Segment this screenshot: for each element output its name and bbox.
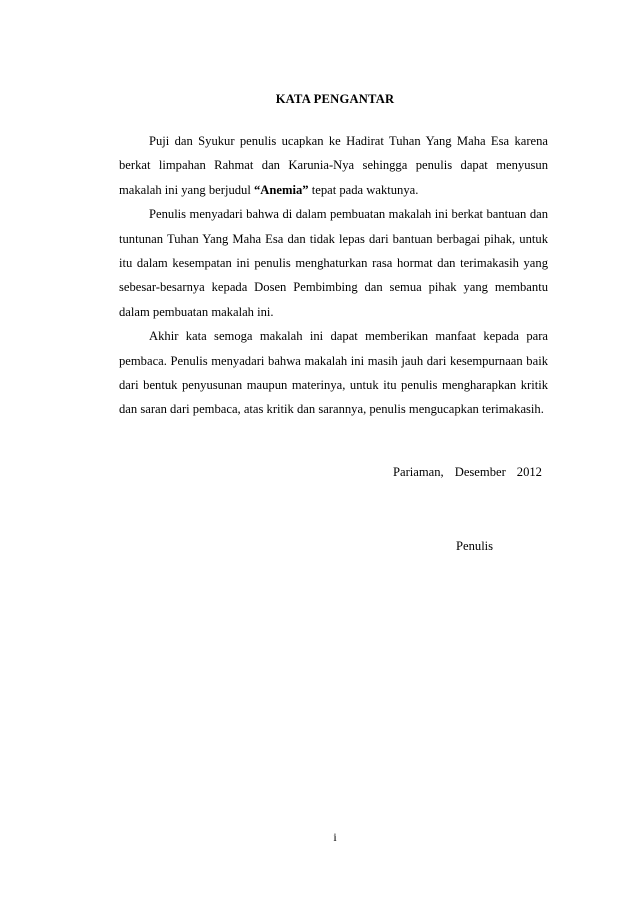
title-emphasis: “Anemia” [254, 182, 309, 197]
body-text [119, 129, 548, 422]
closing-month: Desember [454, 465, 506, 479]
paragraph-2: Penulis menyadari bahwa di dalam pembuatan makalah ini berkat bantuan dan tuntunan Tuhan Yang Maha Esa dan tidak lepas dari bantuan berbagai pihak, untuk itu dalam kesempatan ini penulis menghaturkan rasa hormat dan terimakasih yang sebesar-besarnya kepada Dosen Pembimbing dan semua pihak yang membantu dalam pembuatan makalah ini. [119, 207, 548, 319]
closing-place-date [393, 465, 549, 480]
paragraph-1 [119, 129, 548, 202]
page-title: KATA PENGANTAR [275, 92, 395, 106]
paragraph-1-text-end: tepat pada waktunya. [308, 182, 419, 197]
page-number: i [333, 830, 337, 844]
closing-signature: Penulis [456, 539, 494, 553]
closing-place: Pariaman, [393, 465, 444, 479]
paragraph-1-text-start: Puji dan Syukur penulis ucapkan ke Hadirat Tuhan Yang Maha Esa karena berkat limpahan Rahmat dan Karunia-Nya sehingga penulis dapat menyusun makalah ini yang berjudul [119, 134, 548, 197]
paragraph-3: Akhir kata semoga makalah ini dapat memberikan manfaat kepada para pembaca. Penulis menyadari bahwa makalah ini masih jauh dari kesempurnaan baik dari bentuk penyusunan maupun materinya, untuk itu penulis mengharapkan kritik dan saran dari pembaca, atas kritik dan sarannya, penulis mengucapkan terimakasih. [119, 329, 548, 417]
closing-year: 2012 [516, 465, 542, 479]
